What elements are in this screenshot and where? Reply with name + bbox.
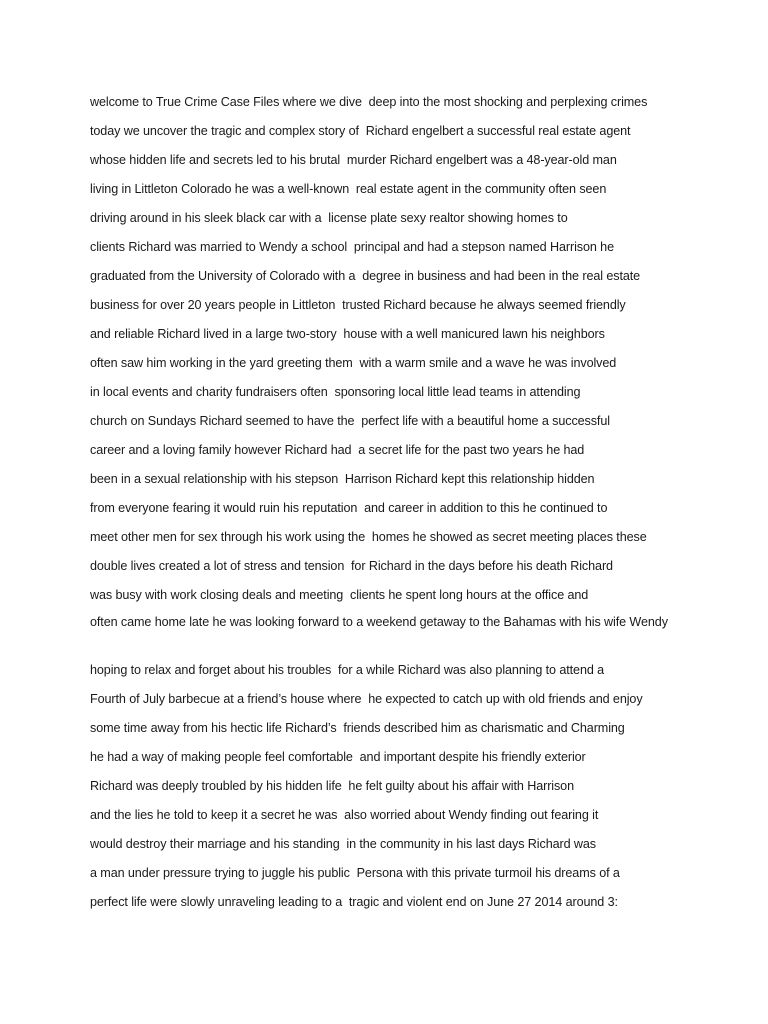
text-line: perfect life were slowly unraveling leading to a tragic and violent end on June 27 2014 around 3: [90, 895, 618, 909]
text-line: often saw him working in the yard greeting them with a warm smile and a wave he was involved [90, 356, 617, 370]
text-line: graduated from the University of Colorado with a degree in business and had been in the real estate [90, 269, 641, 283]
text-line: living in Littleton Colorado he was a well-known real estate agent in the community often seen [90, 182, 607, 196]
document-body [90, 92, 690, 921]
text-line: Richard was deeply troubled by his hidden life he felt guilty about his affair with Harrison [90, 779, 574, 793]
text-line-wrapped: often came home late he was looking forward to a weekend getaway to the Bahamas with his wife Wendy [90, 615, 668, 629]
text-line: from everyone fearing it would ruin his reputation and career in addition to this he continued to [90, 501, 608, 515]
text-line: meet other men for sex through his work using the homes he showed as secret meeting places these [90, 530, 647, 544]
text-line: business for over 20 years people in Littleton trusted Richard because he always seemed friendly [90, 298, 626, 312]
text-line: Fourth of July barbecue at a friend’s house where he expected to catch up with old friends and enjoy [90, 692, 643, 706]
text-line: hoping to relax and forget about his troubles for a while Richard was also planning to attend a [90, 663, 605, 677]
text-line: career and a loving family however Richard had a secret life for the past two years he had [90, 443, 585, 457]
text-line: some time away from his hectic life Richard’s friends described him as charismatic and Charming [90, 721, 625, 735]
text-line: and reliable Richard lived in a large two-story house with a well manicured lawn his neighbors [90, 327, 605, 341]
text-line: clients Richard was married to Wendy a school principal and had a stepson named Harrison he [90, 240, 614, 254]
text-line: he had a way of making people feel comfortable and important despite his friendly exterior [90, 750, 586, 764]
text-line: would destroy their marriage and his standing in the community in his last days Richard was [90, 837, 596, 851]
text-line: been in a sexual relationship with his stepson Harrison Richard kept this relationship hidden [90, 472, 595, 486]
text-line: driving around in his sleek black car with a license plate sexy realtor showing homes to [90, 211, 568, 225]
text-line: today we uncover the tragic and complex story of Richard engelbert a successful real estate agent [90, 124, 631, 138]
text-line: welcome to True Crime Case Files where we dive deep into the most shocking and perplexing crimes [90, 95, 648, 109]
text-line: and the lies he told to keep it a secret he was also worried about Wendy finding out fearing it [90, 808, 599, 822]
text-line: a man under pressure trying to juggle his public Persona with this private turmoil his dreams of a [90, 866, 620, 880]
text-line: whose hidden life and secrets led to his brutal murder Richard engelbert was a 48-year-old man [90, 153, 617, 167]
text-line: was busy with work closing deals and meeting clients he spent long hours at the office and [90, 588, 589, 602]
text-line: double lives created a lot of stress and tension for Richard in the days before his death Richard [90, 559, 613, 573]
text-line: church on Sundays Richard seemed to have the perfect life with a beautiful home a successful [90, 414, 610, 428]
text-line: in local events and charity fundraisers often sponsoring local little lead teams in attending [90, 385, 581, 399]
